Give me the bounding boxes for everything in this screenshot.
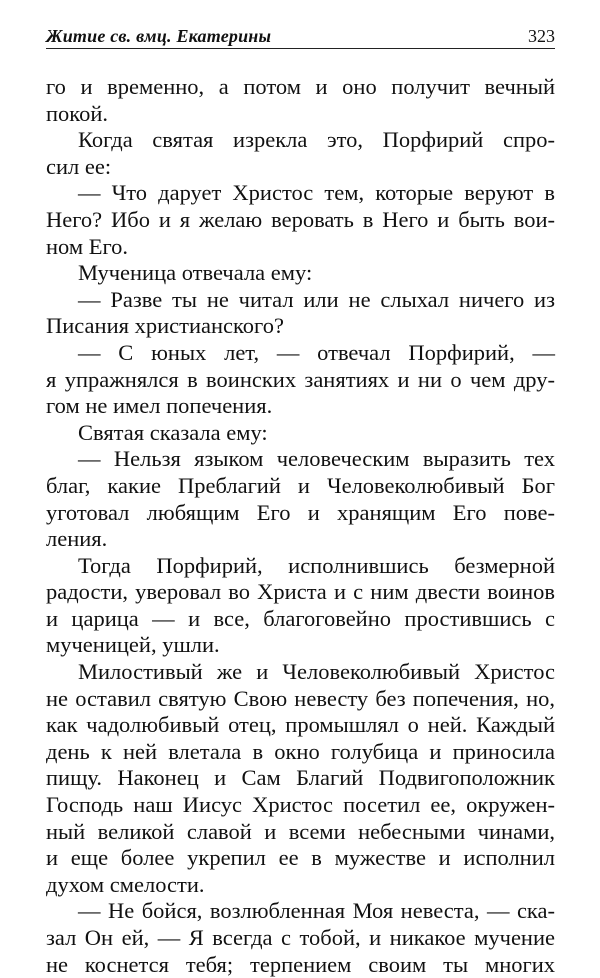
text-line: Тогда Порфирий, исполнившись безмерной (78, 552, 555, 578)
book-page (46, 0, 555, 977)
running-head (46, 22, 555, 46)
text-line: не оставил святую Свою невесту без попечения, но, (46, 685, 555, 711)
text-line: ный великой славой и всеми небесными чинами, (46, 818, 555, 844)
text-line: не коснется тебя; терпением своим ты многих (46, 951, 555, 977)
text-line: — Что дарует Христос тем, которые веруют в (78, 180, 555, 206)
text-line: — С юных лет, — отвечал Порфирий, — (78, 339, 555, 365)
text-line: гом не имел попечения. (46, 393, 273, 419)
text-line: радости, уверовал во Христа и с ним двести воинов (46, 579, 555, 605)
text-line: я упражнялся в воинских занятиях и ни о чем дру- (46, 366, 555, 392)
text-line: день к ней влетала в окно голубица и приносила (46, 738, 555, 764)
text-line: ном Его. (46, 233, 129, 259)
text-line: и еще более укрепил ее в мужестве и исполнил (46, 845, 555, 871)
text-line: Него? Ибо и я желаю веровать в Него и быть вои- (46, 206, 555, 232)
text-line: Святая сказала ему: (78, 419, 268, 445)
page-number: 323 (528, 26, 555, 46)
text-line: как чадолюбивый отец, промышлял о ней. Каждый (46, 712, 555, 738)
text-line: — Не бойся, возлюбленная Моя невеста, — ска- (78, 898, 555, 924)
text-line: покой. (46, 100, 108, 126)
text-line: Писания христианского? (46, 313, 284, 339)
text-line: Милостивый же и Человеколюбивый Христос (78, 659, 555, 685)
text-line: сил ее: (46, 153, 112, 179)
text-line: го и временно, а потом и оно получит вечный (46, 74, 555, 99)
text-line: пищу. Наконец и Сам Благий Подвигоположник (46, 765, 555, 791)
text-line: и царица — и все, благоговейно простившись с (46, 605, 555, 631)
running-head-title: Житие св. вмц. Екатерины (46, 26, 272, 46)
text-line: Когда святая изрекла это, Порфирий спро- (78, 127, 555, 153)
text-line: зал Он ей, — Я всегда с тобой, и никакое мучение (46, 925, 555, 950)
text-line: Мученица отвечала ему: (78, 260, 313, 286)
text-line: ления. (46, 526, 108, 552)
text-line: Господь наш Иисус Христос посетил ее, окружен- (46, 792, 555, 818)
header-rule (46, 48, 555, 49)
text-line: духом смелости. (46, 871, 205, 897)
text-line: благ, какие Преблагий и Человеколюбивый Бог (46, 472, 555, 498)
text-line: — Разве ты не читал или не слыхал ничего из (78, 286, 555, 312)
text-line: уготовал любящим Его и хранящим Его пове- (46, 499, 555, 525)
body-text (46, 74, 555, 978)
text-line: — Нельзя языком человеческим выразить тех (78, 446, 555, 472)
text-line: мученицей, ушли. (46, 632, 220, 658)
